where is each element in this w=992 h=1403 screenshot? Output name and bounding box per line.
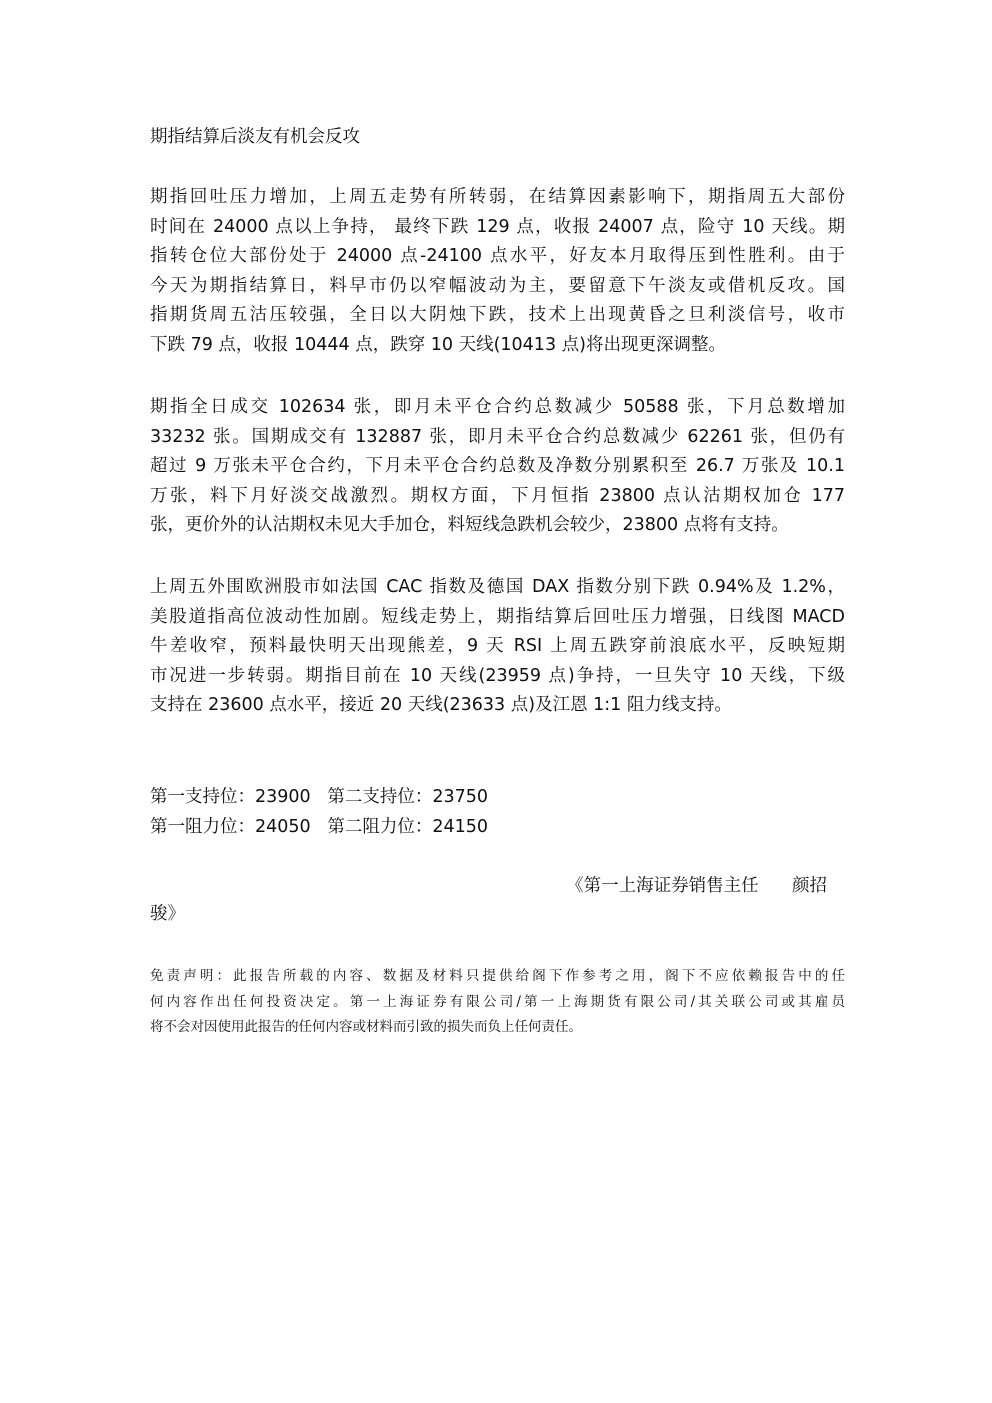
disclaimer [150,964,845,1041]
disclaimer-line: 何内容作出任何投资决定。第一上海证券有限公司/第一上海期货有限公司/其关联公司或其雇员 [150,993,845,1010]
paragraph-technical-outlook [150,573,845,721]
resistance-levels: 第一阻力位：24050 第二阻力位：24150 [150,817,489,837]
paragraph-line: 期指全日成交 102634 张，即月未平仓合约总数减少 50588 张，下月总数增加 [150,397,845,417]
paragraph-market-summary [150,183,845,361]
signature-line: 《第一上海证券销售主任 颜招 [566,876,827,896]
disclaimer-line: 免责声明：此报告所载的内容、数据及材料只提供给阁下作参考之用，阁下不应依赖报告中的任 [150,968,845,984]
paragraph-line: 33232 张。国期成交有 132887 张，即月未平仓合约总数减少 62261 张，但仍有 [150,426,845,447]
paragraph-line: 万张，料下月好淡交战激烈。期权方面，下月恒指 23800 点认沽期权加仓 177 [150,485,845,506]
paragraph-line: 超过 9 万张未平仓合约，下月未平仓合约总数及净数分别累积至 26.7 万张及 10.1 [150,456,845,477]
paragraph-line: 期指回吐压力增加，上周五走势有所转弱，在结算因素影响下，期指周五大部份 [150,187,845,207]
paragraph-line: 指期货周五沽压较强，全日以大阴烛下跌，技术上出现黄昏之旦利淡信号，收市 [150,305,845,326]
paragraph-line: 下跌 79 点，收报 10444 点，跌穿 10 天线(10413 点)将出现更深调整。 [150,334,726,355]
paragraph-line: 牛差收窄，预料最快明天出现熊差，9 天 RSI 上周五跌穿前浪底水平，反映短期 [150,636,845,657]
paragraph-line: 今天为期指结算日，料早市仍以窄幅波动为主，要留意下午淡友或借机反攻。国 [150,275,845,296]
paragraph-line: 上周五外围欧洲股市如法国 CAC 指数及德国 DAX 指数分别下跌 0.94%及 1.2%， [150,577,845,597]
paragraph-volume-options [150,393,845,541]
support-levels: 第一支持位：23900 第二支持位：23750 [150,787,489,807]
paragraph-line: 时间在 24000 点以上争持， 最终下跌 129 点，收报 24007 点，险守 10 天线。期 [150,216,845,237]
paragraph-line: 张，更价外的认沽期权未见大手加仓，料短线急跌机会较少，23800 点将有支持。 [150,515,789,536]
disclaimer-line: 将不会对因使用此报告的任何内容或材料而引致的损失而负上任何责任。 [150,1019,582,1035]
paragraph-line: 支持在 23600 点水平，接近 20 天线(23633 点)及江恩 1:1 阻力线支持。 [150,695,732,716]
signature-line: 骏》 [150,904,185,924]
price-levels [150,782,488,842]
author-signature [150,872,845,928]
article-title: 期指结算后淡友有机会反攻 [150,127,360,147]
paragraph-line: 市况进一步转弱。期指目前在 10 天线(23959 点)争持，一旦失守 10 天线，下级 [150,665,845,686]
paragraph-line: 美股道指高位波动性加剧。短线走势上，期指结算后回吐压力增强，日线图 MACD [150,606,845,627]
paragraph-line: 指转仓位大部份处于 24000 点-24100 点水平，好友本月取得压到性胜利。由于 [150,246,845,267]
